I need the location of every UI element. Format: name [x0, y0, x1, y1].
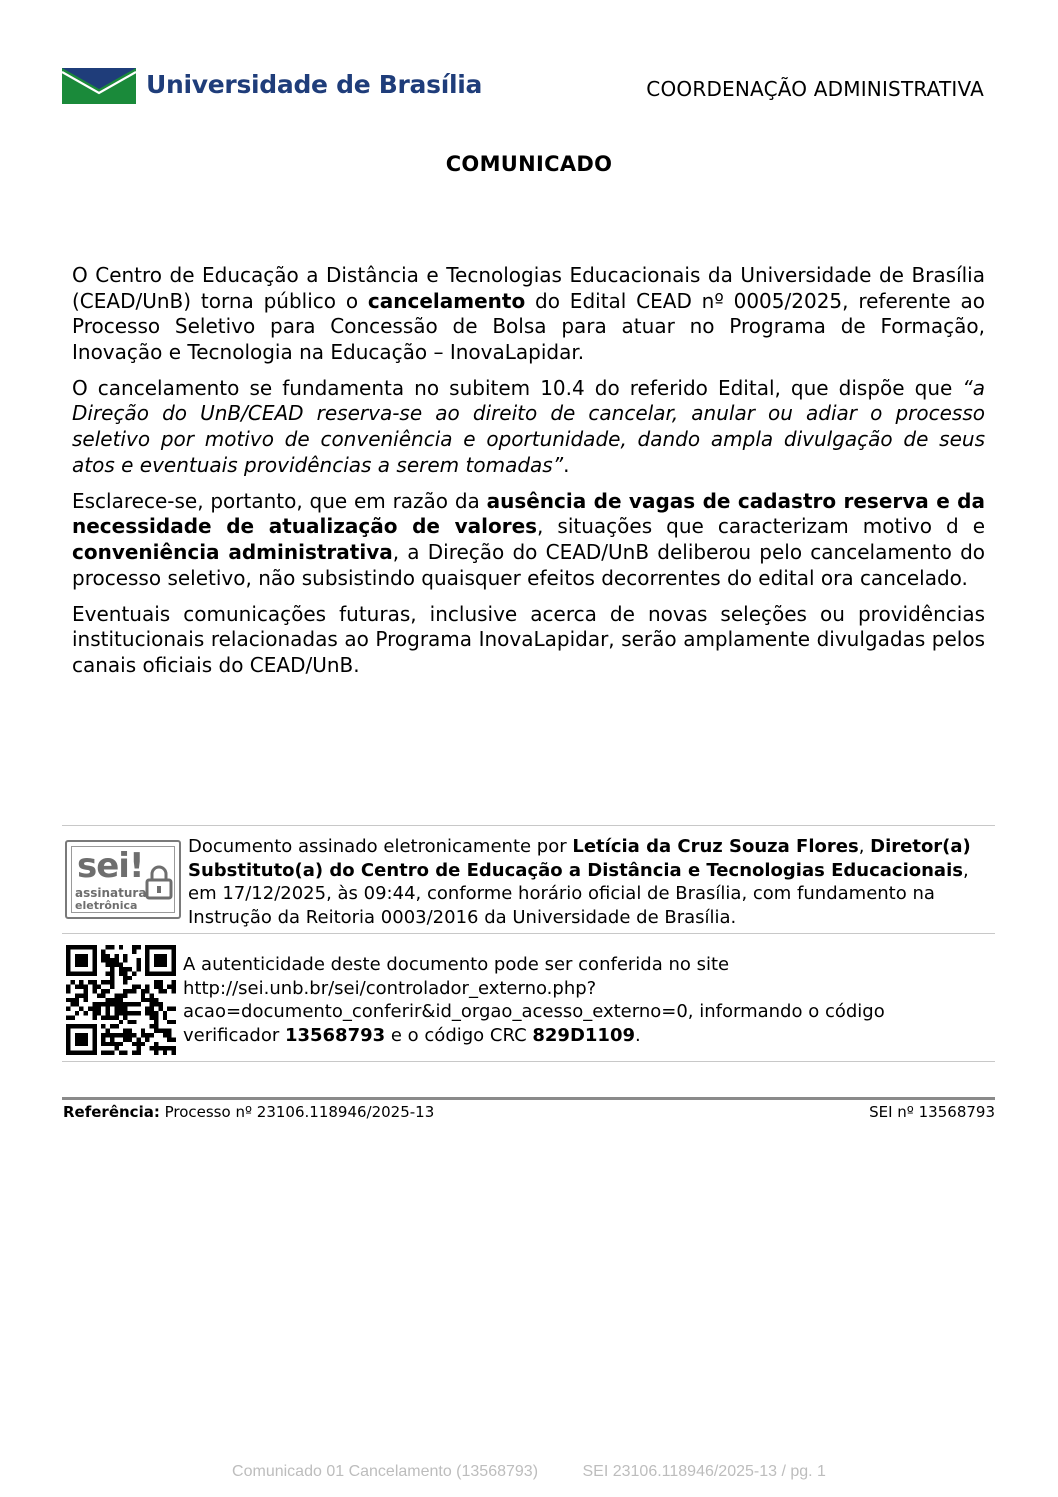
footer-document: Comunicado 01 Cancelamento (13568793) — [232, 1463, 539, 1480]
divider — [62, 933, 995, 934]
signature-text: Documento assinado eletronicamente por Letícia da Cruz Souza Flores, Diretor(a) Substituto(a) do Centro de Educação a Distância e Tecnologias Educacionais, em 17/12/2025, às 09:44, conforme horário oficial de Brasília, com fundamento na Instrução da Reitoria 0003/2016 da Universidade de Brasília. — [188, 836, 971, 928]
reference-process: Referência: Processo nº 23106.118946/2025-13 — [63, 1103, 435, 1121]
paragraph-3: Esclarece-se, portanto, que em razão da ausência de vagas de cadastro reserva e da necessidade de atualização de valores, situações que caracterizam motivo d e conveniência administrativa, a Direção do CEAD/UnB deliberou pelo cancelamento do processo seletivo, não subsistindo quaisquer efeitos decorrentes do edital ora cancelado. — [72, 488, 985, 590]
crc-code: 829D1109 — [532, 1024, 635, 1046]
lock-icon — [145, 864, 173, 900]
department-name: COORDENAÇÃO ADMINISTRATIVA — [646, 77, 984, 101]
verification-url[interactable]: http://sei.unb.br/sei/controlador_externo.php? — [183, 977, 597, 999]
reference-divider — [62, 1097, 995, 1100]
edital-quote: “a Direção do UnB/CEAD reserva-se ao direito de cancelar, anular ou adiar o processo seletivo por motivo de conveniência e oportunidade, dando ampla divulgação de seus atos e eventuais providências a serem tomadas” — [72, 375, 985, 477]
university-logo — [62, 68, 502, 106]
document-body — [72, 263, 985, 689]
signer-name: Letícia da Cruz Souza Flores — [572, 836, 859, 857]
reference-sei-number: SEI nº 13568793 — [869, 1103, 995, 1121]
qr-code-icon — [66, 945, 176, 1055]
divider — [62, 1061, 995, 1062]
unb-emblem-icon — [62, 68, 136, 104]
authenticity-text: A autenticidade deste documento pode ser conferida no site http://sei.unb.br/sei/controlador_externo.php? acao=documento_conferir&id_orgao_acesso_externo=0, informando o código verificador 13568793 e o código CRC 829D1109. — [183, 953, 995, 1047]
footer-page: SEI 23106.118946/2025-13 / pg. 1 — [582, 1463, 826, 1480]
paragraph-4: Eventuais comunicações futuras, inclusive acerca de novas seleções ou providências institucionais relacionadas ao Programa InovaLapidar, serão amplamente divulgadas pelos canais oficiais do CEAD/UnB. — [72, 601, 985, 677]
seal-caption-1: assinatura — [75, 886, 147, 900]
logo-text: Universidade de Brasília — [146, 70, 483, 99]
signer-role: Diretor(a) Substituto(a) do Centro de Educação a Distância e Tecnologias Educacionais — [188, 836, 971, 881]
paragraph-1: O Centro de Educação a Distância e Tecnologias Educacionais da Universidade de Brasília (CEAD/UnB) torna público o cancelamento do Edital CEAD nº 0005/2025, referente ao Processo Seletivo para Concessão de Bolsa para atuar no Programa de Formação, Inovação e Tecnologia na Educação – InovaLapidar. — [72, 263, 985, 364]
divider — [62, 825, 995, 826]
verifier-code: 13568793 — [284, 1024, 386, 1046]
paragraph-2: O cancelamento se fundamenta no subitem 10.4 do referido Edital, que dispõe que “a Direção do UnB/CEAD reserva-se ao direito de cancelar, anular ou adiar o processo seletivo por motivo de conveniência e oportunidade, dando ampla divulgação de seus atos e eventuais providências a serem tomadas”. — [72, 375, 985, 477]
seal-brand: sei! — [77, 846, 144, 886]
document-title: COMUNICADO — [445, 152, 613, 176]
electronic-signature-seal — [65, 840, 181, 919]
seal-caption-2: eletrônica — [75, 899, 138, 912]
page-footer — [0, 1463, 1058, 1481]
